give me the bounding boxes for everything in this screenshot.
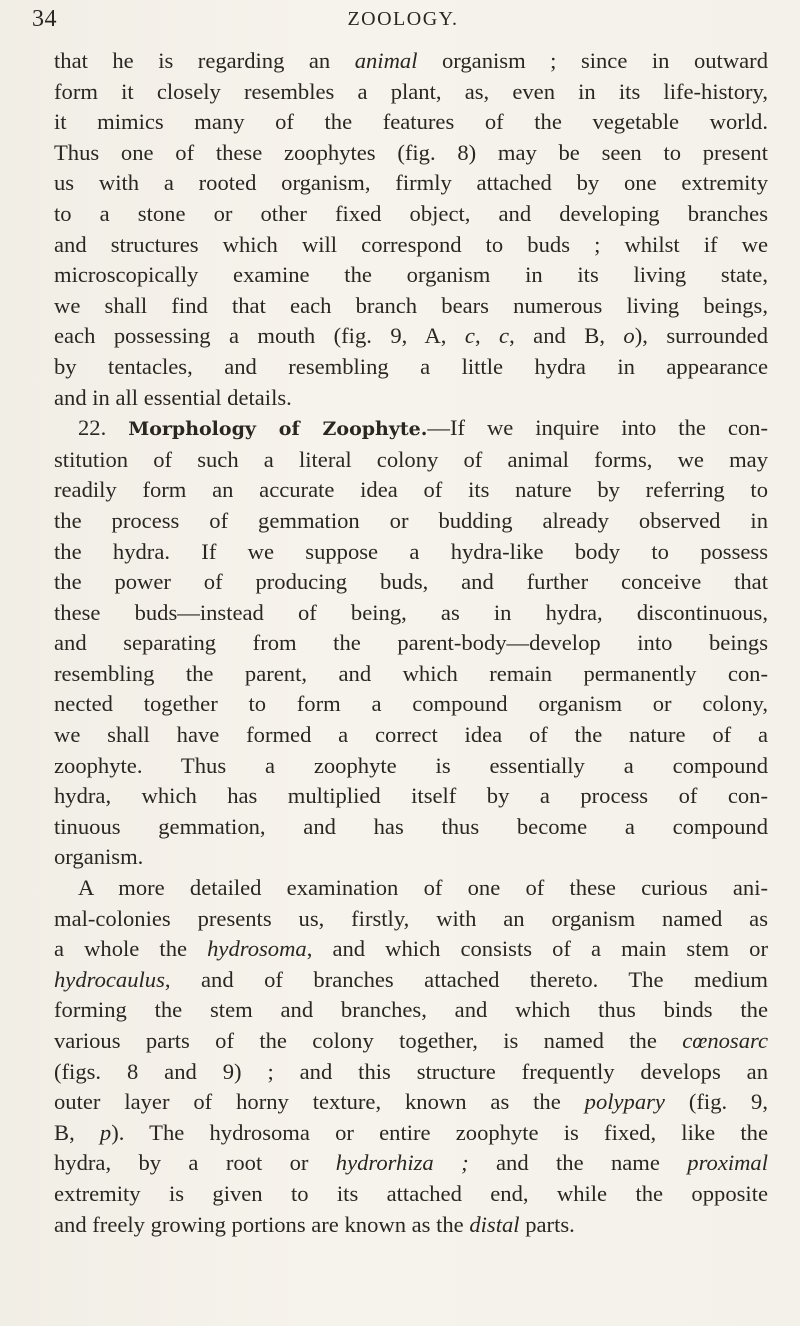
text-run: a whole the [54,936,208,962]
text-line [54,383,768,414]
text-run: microscopically examine the organism in its living state, [54,262,768,288]
text-line [54,352,768,383]
italic-term: hydrosoma [207,936,307,962]
text-line [54,1179,768,1210]
text-line [54,904,768,935]
text-line [54,260,768,291]
text-run: ), surrounded [634,323,768,349]
text-line [54,659,768,690]
text-run: (fig. 9, [664,1089,768,1115]
text-line [54,842,768,873]
text-run: and structures which will correspond to buds ; whilst if we [54,231,768,257]
italic-term: hydrocaulus [54,966,165,992]
text-line [54,598,768,629]
text-line [54,995,768,1026]
text-line [54,1026,768,1057]
text-run: resembling the parent, and which remain permanently con- [54,660,768,686]
text-run: these buds—instead of being, as in hydra, discontinuous, [54,599,768,625]
text-line [54,1118,768,1149]
text-run: the hydra. If we suppose a hydra-like body to possess [54,538,768,564]
text-line [54,537,768,568]
text-run: parts. [519,1211,575,1237]
italic-term: polypary [584,1089,665,1115]
text-line [54,812,768,843]
text-line [54,230,768,261]
text-line [54,934,768,965]
text-run: , and B, [509,323,624,349]
text-run: and the name [468,1150,688,1176]
text-line [54,1087,768,1118]
text-line [54,445,768,476]
text-run: A more detailed examination of one of these curious ani- [78,875,768,901]
text-run: extremity is given to its attached end, while the opposite [54,1180,768,1206]
text-run: the process of gemmation or budding already observed in [54,507,768,533]
text-line [54,567,768,598]
text-run: 22. [78,415,129,441]
text-line [54,1057,768,1088]
text-run: us with a rooted organism, firmly attached by one extremity [54,170,768,196]
text-run: nected together to form a compound organism or colony, [54,691,768,717]
italic-term: cœnosarc [682,1028,768,1053]
text-run: we shall find that each branch bears numerous living beings, [54,292,768,318]
text-line [54,321,768,352]
text-line [54,168,768,199]
text-run: it mimics many of the features of the vegetable world. [54,109,768,135]
text-line [54,46,768,77]
text-line [54,1210,768,1241]
text-run: hydra, which has multiplied itself by a process of con- [54,783,768,809]
text-run: B, [54,1119,100,1145]
italic-term: c [464,323,475,349]
italic-term: o [623,323,635,349]
text-run: mal-colonies presents us, firstly, with an organism named as [54,905,768,931]
text-run: by tentacles, and resembling a little hydra in appearance [54,353,768,379]
text-line [54,720,768,751]
text-run: the power of producing buds, and further conceive that [54,569,768,595]
text-line [54,628,768,659]
text-line [54,873,768,904]
text-run: each possessing a mouth (fig. 9, A, [54,323,465,349]
text-run: , and which consists of a main stem or [306,936,768,962]
running-head: ZOOLOGY. [347,8,459,30]
italic-term: distal [469,1211,520,1237]
text-run: (figs. 8 and 9) ; and this structure frequently develops an [54,1058,768,1084]
italic-term: c [499,323,510,349]
text-line [54,291,768,322]
text-line [54,506,768,537]
text-line [54,965,768,996]
text-run: outer layer of horny texture, known as the [54,1089,585,1115]
text-run: ). The hydrosoma or entire zoophyte is fixed, like the [111,1119,768,1145]
text-run: —If we inquire into the con- [427,415,768,441]
text-run: organism ; since in outward [417,48,768,73]
text-run: we shall have formed a correct idea of the nature of a [54,722,768,748]
italic-term: proximal [687,1150,769,1176]
text-run: zoophyte. Thus a zoophyte is essentially a compound [54,752,768,778]
text-line [54,107,768,138]
text-line [54,751,768,782]
text-line [54,199,768,230]
text-run: and in all essential details. [54,384,292,410]
text-run: that he is regarding an [54,48,355,73]
text-line [54,77,768,108]
text-run: , [474,323,500,349]
italic-term: p [99,1119,112,1145]
text-run: to a stone or other fixed object, and developing branches [54,200,768,226]
text-run: and freely growing portions are known as the [54,1211,470,1237]
text-line [54,1148,768,1179]
text-run: organism. [54,844,144,870]
text-run: various parts of the colony together, is named the [54,1028,683,1053]
text-run: forming the stem and branches, and which thus binds the [54,997,768,1023]
text-line [54,689,768,720]
text-line [54,138,768,169]
text-run: form it closely resembles a plant, as, even in its life-history, [54,78,768,104]
italic-term: animal [354,48,418,73]
text-line [54,413,768,445]
body-text [54,46,768,1240]
text-line [54,475,768,506]
text-run: and separating from the parent-body—develop into beings [54,630,768,656]
page-header [32,6,752,36]
text-line [54,781,768,812]
text-run: , and of branches attached thereto. The medium [164,966,768,992]
section-heading: Morphology of Zoophyte. [128,418,428,441]
text-run: Thus one of these zoophytes (fig. 8) may be seen to present [54,139,768,165]
text-run: stitution of such a literal colony of animal forms, we may [54,446,768,472]
text-run: tinuous gemmation, and has thus become a compound [54,813,768,839]
italic-term: hydrorhiza ; [335,1150,469,1176]
text-run: readily form an accurate idea of its nature by referring to [54,477,768,503]
text-run: hydra, by a root or [54,1150,336,1176]
page-number: 34 [32,6,57,32]
